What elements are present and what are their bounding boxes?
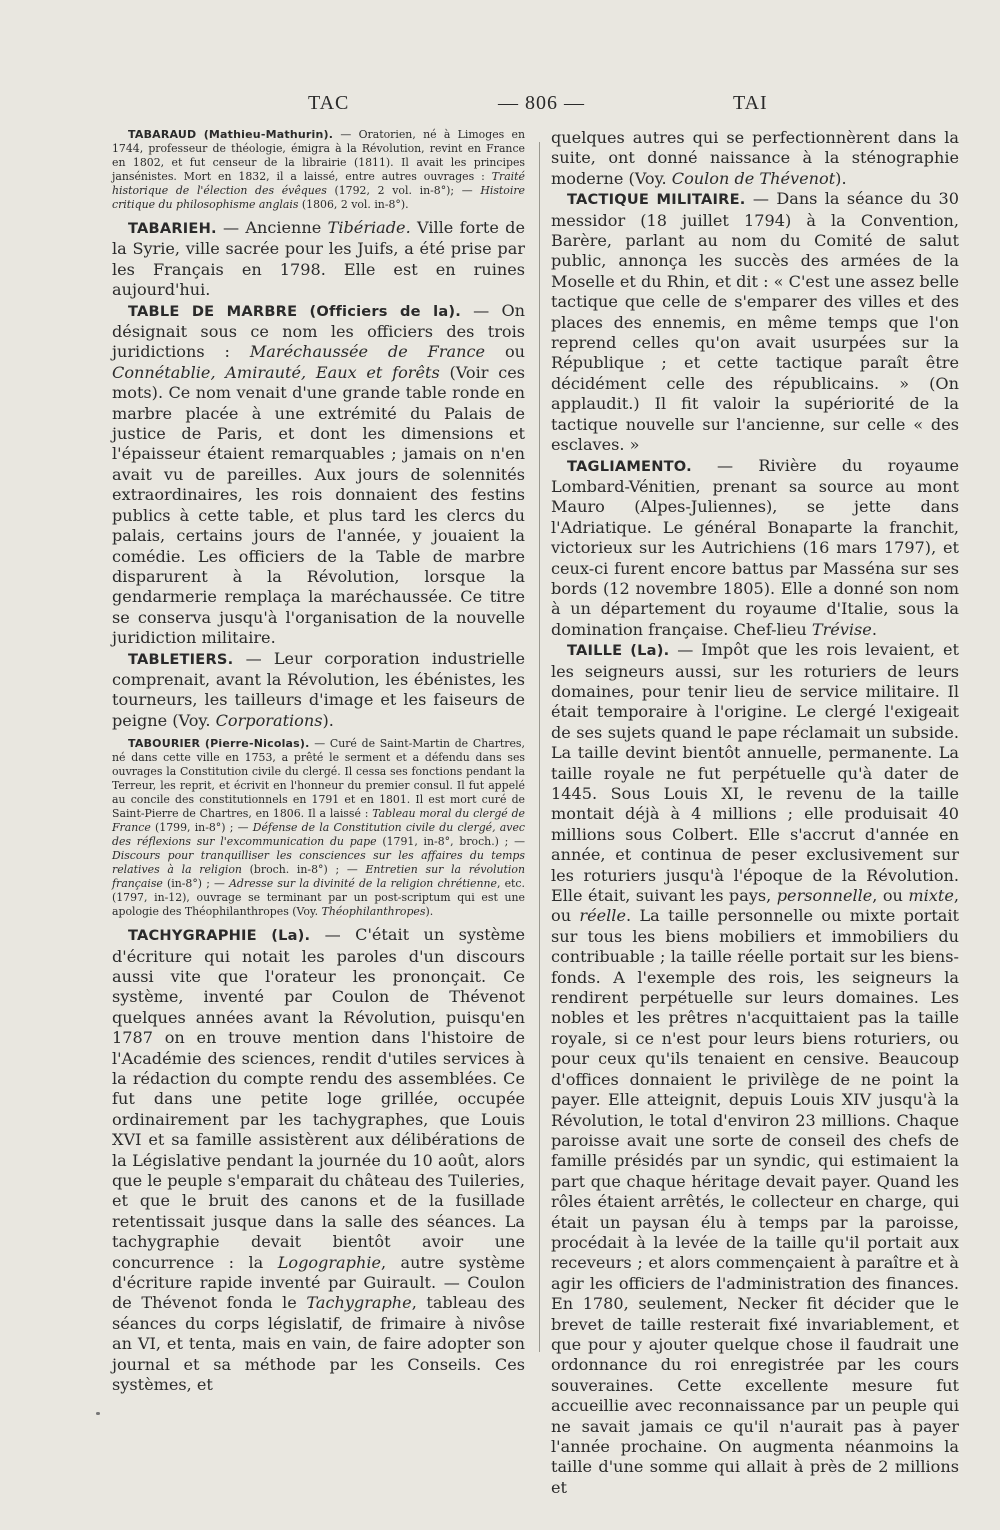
headword: TACHYGRAPHIE (128, 927, 257, 945)
entry-text: ou (485, 342, 525, 362)
headword: TABLE DE MARBRE (128, 302, 298, 320)
entry-tagliamento (551, 456, 959, 641)
entry-text: — Dans la séance du 30 messidor (18 juillet 1794) à la Convention, Barère, parlant au nom du Comité de salut public, annonça les succès des armées de la Moselle et du Rhin, et dit : « C'est une assez belle tactique que celle de s'emparer des villes et des places des ennemis, en même temps que l'on reprend celles qu'on avait usurpées sur la République ; et cette tactique paraît être décidément celle des républicains. » (On applaudit.) Il fit valoir la supériorité de la tactique nouvelle sur l'ancienne, sur celle « des esclaves. » (551, 189, 959, 455)
headword-qualifier: (Officiers de la). (309, 302, 461, 320)
running-header (0, 92, 1000, 122)
entry-table-de-marbre (112, 301, 525, 649)
headword: TABARAUD (128, 128, 197, 141)
term: Connétablie, Amirauté, Eaux et forêts (112, 362, 440, 382)
entry-text: (1792, 2 vol. in-8°); — (326, 184, 481, 197)
headword: TACTIQUE MILITAIRE. (567, 191, 746, 209)
entry-text: (Voir ces mots). Ce nom venait d'une grande table ronde en marbre placée à une extrémité du Palais de justice de Paris, et dont les dimensions et l'épaisseur étaient remarquables ; jamais on n'en avait vu de pareilles. Aux jours de solennités extraordinaires, les rois donnaient des festins publics à cette table, et plus tard les clercs du palais, certains jours de l'année, y jouaient la comédie. Les officiers de la Table de marbre disparurent à la Révolution, lorsque la gendarmerie remplaça la maréchaussée. Ce titre se conserva jusqu'à l'organisation de la nouvelle juridiction militaire. (112, 362, 525, 648)
entry-tachygraphie (112, 925, 525, 1395)
cross-reference: Corporations (215, 710, 323, 730)
work-title: Discours pour tranquilliser les consciences sur les affaires du temps relatives à la religion (112, 849, 525, 877)
entry-text: — Impôt que les rois levaient, et les seigneurs aussi, sur les roturiers de leurs domaines, pour tenir lieu de service militaire. Il était temporaire à l'origine. Le clergé l'exigeait de ses sujets quand le pape réclamait un subside. La taille devint bientôt annuelle, permanente. La taille royale ne fut perpétuelle qu'à dater de 1445. Sous Louis XI, le revenu de la taille montait déjà à 4 millions ; elle produisait 40 millions sous Colbert. Elle s'accrut d'année en année, et continua de peser exclusivement sur les roturiers jusqu'à l'époque de la Révolution. Elle était, suivant les pays, (551, 640, 959, 906)
page-number: — 806 — (498, 92, 585, 114)
header-left-guideword: TAC (308, 92, 350, 114)
headword-qualifier: (La). (271, 927, 311, 945)
entry-text: (in-8°) ; — (162, 877, 230, 891)
entry-text: — On désignait sous ce nom les officiers des trois juridictions : (112, 300, 525, 362)
column-divider (539, 142, 540, 1352)
entry-text: . La taille personnelle ou mixte portait sur tous les biens mobiliers et immobiliers du contribuable ; la taille réelle portait sur les biens-fonds. A l'exemple des rois, les seigneurs la rendirent perpétuelle sur leurs domaines. Les nobles et les prêtres n'acquittaient pas la taille royale, si ce n'est pour leurs biens roturiers, ou pour ceux qu'ils tenaient en censive. Beaucoup d'offices donnaient le privilège de ne point la payer. Elle atteignit, depuis Louis XIV jusqu'à la Révolution, le total d'environ 23 millions. Chaque paroisse avait une sorte de conseil des chefs de famille présidés par un syndic, qui estimaient la part que chaque héritage devait payer. Quand les rôles étaient arrêtés, le collecteur en charge, qui était un paysan élu à temps par la paroisse, procédait à la levée de la taille qu'il portait aux receveurs ; et alors commençaient à paraître et à agir les officiers de l'administration des finances. En 1780, seulement, Necker fit décider que le brevet de taille resterait fixé invariablement, et que pour y ajouter quelque chose il faudrait une ordonnance du roi enregistrée par les cours souveraines. Cette excellente mesure fut accueillie avec reconnaissance par un peuple qui ne savait jamais ce qu'il n'aurait pas à payer l'année prochaine. On augmenta néanmoins la taille d'une somme qui allait à près de 2 millions et (551, 906, 959, 1497)
entry-tachygraphie-continued (551, 128, 959, 189)
headword: TABLETIERS. (128, 650, 234, 668)
work-title: Défense de la Constitution civile du clergé, avec des réflexions sur l'excommunication du pape (112, 821, 525, 849)
work-title: Entretien sur la révolution française (112, 863, 525, 891)
headword-qualifier: (Mathieu-Mathurin). (203, 128, 334, 141)
entry-tabaraud (112, 128, 525, 212)
term: mixte (908, 886, 954, 906)
cross-reference: Théophilanthropes (321, 905, 426, 919)
term: Tachygraphe (306, 1293, 412, 1313)
entry-text: quelques autres qui se perfectionnèrent dans la suite, ont donné naissance à la sténographie moderne (Voy. (551, 128, 959, 188)
entry-text: , etc. (1797, in-12), ouvrage se terminant par un post-scriptum qui est une apologie des Théophilanthropes (Voy. (112, 877, 525, 919)
entry-text: — Curé de Saint-Martin de Chartres, né dans cette ville en 1753, a prêté le serment et a défendu dans ses ouvrages la Constitution civile du clergé. Il cessa ses fonctions pendant la Terreur, les reprit, et écrivit en l'honneur du premier consul. Il fut appelé au concile des constitutionnels en 1791 et en 1801. Il est mort curé de Saint-Pierre de Chartres, en 1806. Il a laissé : (112, 737, 525, 821)
headword: TAGLIAMENTO. (567, 457, 692, 475)
entry-text: , tableau des séances du corps législatif, de frimaire à nivôse an VI, et tenta, mais en vain, de faire adopter son journal et sa méthode par les Conseils. Ces systèmes, et (112, 1293, 525, 1395)
entry-text: — Rivière du royaume Lombard-Vénitien, prenant sa source au mont Mauro (Alpes-Juliennes), se jette dans l'Adriatique. Le général Bonaparte la franchit, victorieux sur les Autrichiens (16 mars 1797), et ceux-ci furent encore battus par Masséna sur ses bords (12 novembre 1805). Elle a donné son nom à un département du royaume d'Italie, sous la domination française. Chef-lieu (551, 455, 959, 639)
term: personnelle (776, 886, 873, 906)
entry-tactique-militaire (551, 189, 959, 455)
entry-text: — Oratorien, né à Limoges en 1744, professeur de théologie, émigra à la Révolution, revint en France en 1802, et fut censeur de la librairie (1811). Il avait les principes jansénistes. Mort en 1832, il a laissé, entre autres ouvrages : (112, 128, 525, 183)
term: Maréchaussée de France (249, 342, 486, 362)
entry-text: (1791, in-8°, broch.) ; — (376, 835, 525, 849)
entry-text: ). (425, 905, 434, 919)
ink-speck (96, 1412, 100, 1415)
headword: TABARIEH. (128, 220, 217, 237)
entry-text: ). (322, 710, 334, 730)
headword: TAILLE (567, 642, 623, 660)
work-title: Adresse sur la divinité de la religion chrétienne (229, 877, 497, 891)
header-right-guideword: TAI (733, 92, 768, 114)
entry-tabarieh (112, 218, 525, 301)
work-title: Traité historique de l'élection des évêques (112, 170, 525, 197)
entry-text: — C'était un système d'écriture qui notait les paroles d'un discours aussi vite que l'orateur les prononçait. Ce système, inventé par Coulon de Thévenot quelques années avant la Révolution, puisqu'en 1787 on en trouve mention dans l'histoire de l'Académie des sciences, rendit d'utiles services à la rédaction du compte rendu des assemblées. Ce fut dans une petite loge grillée, occupée ordinairement par les tachygraphes, que Louis XVI et sa famille assistèrent aux délibérations de la Législative pendant la journée du 10 août, alors que le peuple s'emparait du château des Tuileries, et que le bruit des canons et de la fusillade retentissait jusque dans la salle des séances. La tachygraphie devait bientôt avoir une concurrence : la (112, 925, 525, 1272)
place-name: Tibériade. (327, 218, 411, 237)
right-column (551, 128, 959, 1498)
entry-text: — Leur corporation industrielle comprenait, avant la Révolution, les ébénistes, les tourneurs, les tailleurs d'image et les faiseurs de peigne (Voy. (112, 648, 525, 730)
place-name: Trévise (811, 619, 872, 639)
entry-text: , autre système d'écriture rapide inventé par Guirault. — Coulon de Thévenot fonda le (112, 1252, 525, 1313)
entry-text: (1806, 2 vol. in-8°). (298, 198, 409, 211)
entry-text: Ville forte de la Syrie, ville sacrée pour les Juifs, a été prise par les Français en 1798. Elle est en ruines aujourd'hui. (112, 218, 526, 300)
entry-text: , ou (551, 886, 959, 926)
entry-text: , ou (872, 886, 909, 906)
headword: TABOURIER (128, 737, 201, 751)
cross-reference: Coulon de Thévenot (671, 168, 836, 188)
headword-qualifier: (Pierre-Nicolas). (204, 737, 310, 751)
entry-text: — Ancienne (216, 218, 328, 237)
term: Logographie (277, 1252, 381, 1272)
entry-taille (551, 640, 959, 1498)
work-title: Tableau moral du clergé de France (112, 807, 525, 835)
entry-text: ). (835, 168, 847, 188)
headword-qualifier: (La). (630, 642, 670, 660)
entry-tabletiers (112, 649, 525, 732)
entry-text: . (871, 619, 877, 639)
work-title: Histoire critique du philosophisme anglais (112, 184, 525, 211)
entry-text: (1799, in-8°) ; — (150, 821, 253, 835)
left-column (112, 128, 525, 1396)
entry-tabourier (112, 737, 525, 919)
term: réelle (579, 906, 626, 926)
entry-text: (broch. in-8°) ; — (241, 863, 366, 877)
